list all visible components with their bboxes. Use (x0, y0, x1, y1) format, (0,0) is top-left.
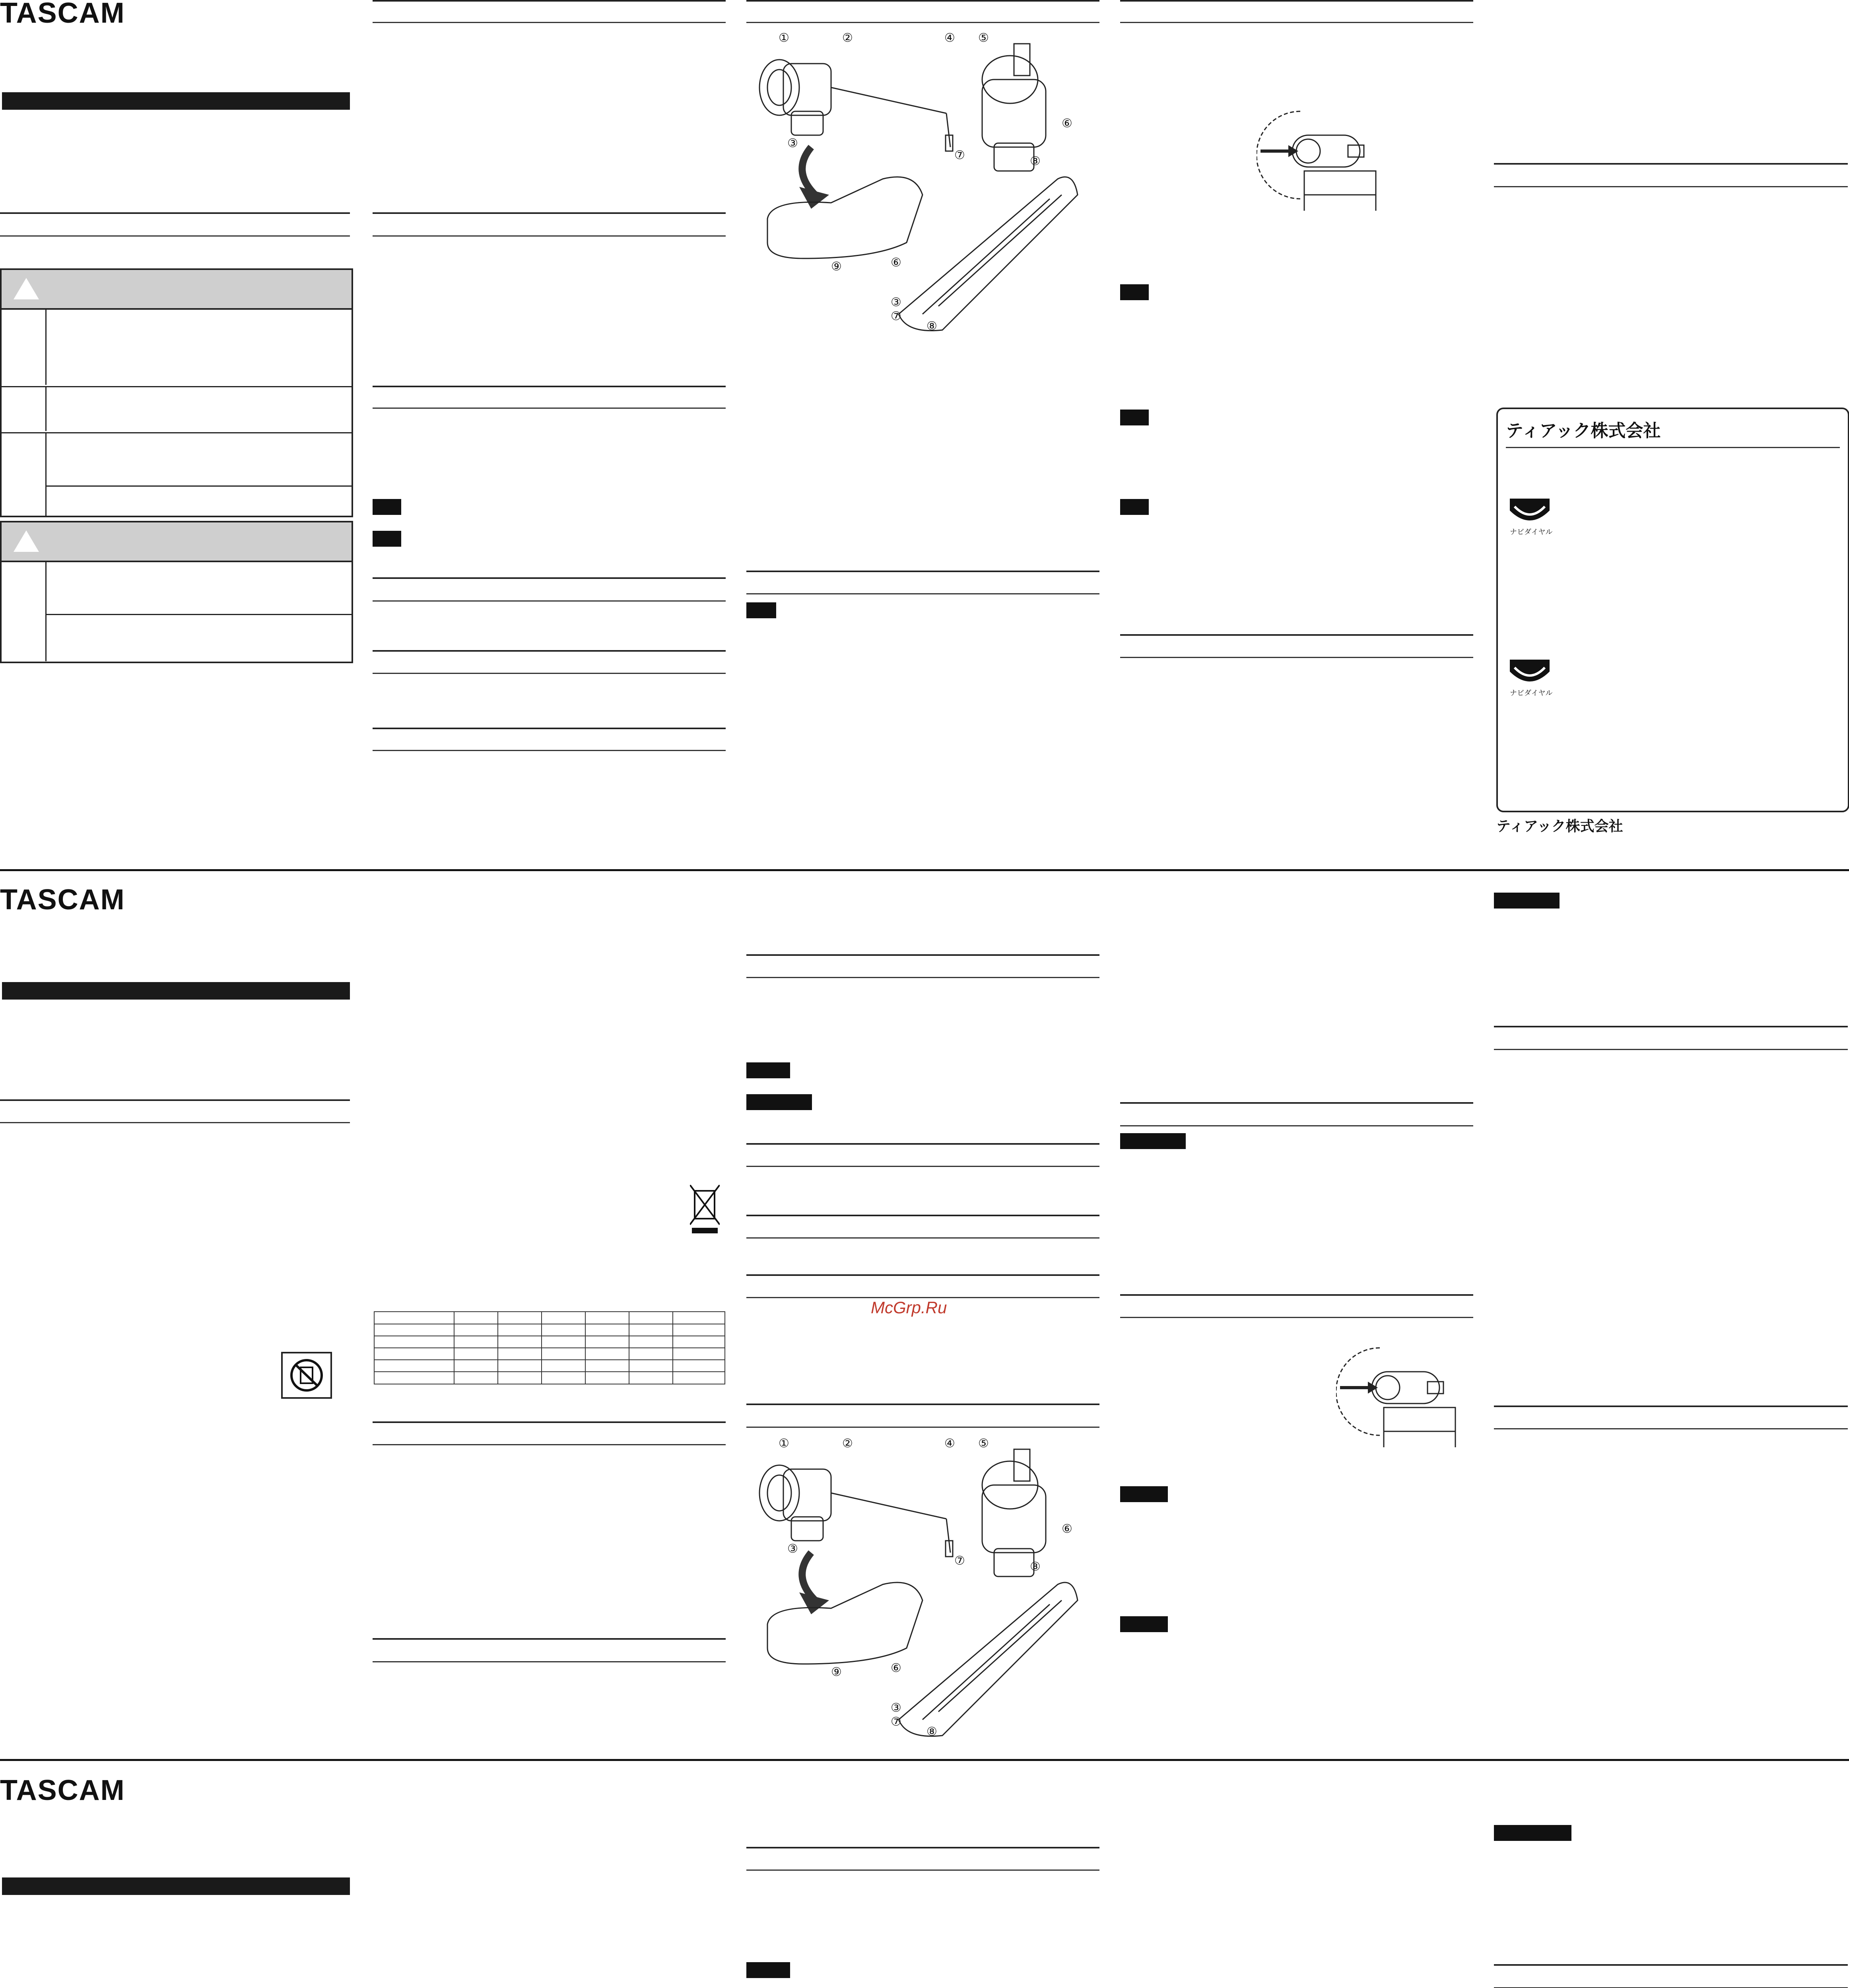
svg-text:③: ③ (787, 1542, 798, 1556)
rule (373, 728, 726, 729)
rule (0, 1122, 350, 1123)
svg-text:④: ④ (944, 1437, 955, 1450)
label-6: ⑥ (1062, 116, 1072, 130)
title-bar (2, 982, 350, 1000)
warning-header (2, 270, 352, 310)
tascam-logo: TASCAM (0, 0, 125, 29)
label-8b: ⑧ (926, 319, 937, 333)
rule (746, 1274, 1099, 1276)
rule (746, 977, 1099, 978)
note-tag (373, 531, 401, 547)
rule (746, 1215, 1099, 1216)
note-tag (1120, 499, 1149, 515)
rule (1120, 1294, 1473, 1296)
svg-text:⑧: ⑧ (1030, 1560, 1041, 1574)
rule (1494, 1964, 1848, 1966)
caution-subrow (45, 614, 352, 659)
rule (746, 1427, 1099, 1428)
svg-text:⑥: ⑥ (891, 1661, 901, 1675)
svg-text:⑦: ⑦ (954, 1554, 965, 1568)
rule (746, 22, 1099, 23)
rule (373, 22, 726, 23)
rule (1494, 1406, 1848, 1407)
svg-text:③: ③ (891, 1701, 901, 1715)
spec-table (374, 1311, 725, 1384)
note-tag (1120, 284, 1149, 300)
rule (1120, 634, 1473, 636)
caution-header (2, 522, 352, 562)
rule (1120, 657, 1473, 658)
company-contact-box (1496, 408, 1849, 812)
note-tag (1120, 1616, 1168, 1632)
rule (1120, 0, 1473, 2)
company-footer-name: ティアック株式会社 (1496, 818, 1623, 835)
rule (373, 1421, 726, 1423)
note-tag (746, 602, 776, 618)
label-3b: ③ (891, 295, 901, 309)
rule (373, 408, 726, 409)
rule (0, 235, 350, 237)
warning-subrow (45, 485, 352, 514)
svg-text:ナビダイヤル: ナビダイヤル (1510, 689, 1553, 697)
label-1: ① (779, 31, 789, 45)
rule (1494, 1049, 1848, 1050)
rule (746, 1166, 1099, 1167)
rule (746, 1847, 1099, 1848)
watermark: McGrp.Ru (871, 1298, 947, 1317)
rule (1120, 1317, 1473, 1318)
svg-text:⑦: ⑦ (891, 1715, 901, 1729)
section-divider (0, 1759, 1849, 1761)
mic-cable (831, 87, 946, 113)
rule (0, 1099, 350, 1101)
note-tag (1494, 1825, 1571, 1841)
navi-dial-icon (1506, 656, 1554, 699)
mic-body-right (982, 80, 1046, 147)
label-4: ④ (944, 31, 955, 45)
weee-bin-icon (690, 1185, 720, 1235)
section-divider (0, 869, 1849, 871)
rule (373, 577, 726, 579)
svg-text:⑤: ⑤ (978, 1437, 989, 1450)
rule (373, 600, 726, 602)
note-tag (746, 1094, 812, 1110)
label-8: ⑧ (1030, 154, 1041, 168)
label-3: ③ (787, 136, 798, 150)
svg-text:②: ② (842, 1437, 853, 1450)
svg-text:①: ① (779, 1437, 789, 1450)
note-tag (746, 1062, 790, 1078)
rule (373, 0, 726, 2)
no-disassembly-icon (281, 1352, 332, 1399)
rule (746, 1870, 1099, 1871)
mount-rotation-figure (1257, 99, 1392, 219)
note-tag (1120, 410, 1149, 425)
base-left (767, 177, 923, 258)
mount-rotation-figure (1336, 1336, 1471, 1455)
rule (1120, 22, 1473, 23)
rule (373, 750, 726, 751)
rule (1494, 163, 1848, 165)
mic-body-left (783, 64, 831, 115)
svg-text:⑧: ⑧ (926, 1725, 937, 1739)
warning-triangle-icon (14, 278, 39, 299)
label-7b: ⑦ (891, 309, 901, 323)
caution-triangle-icon (14, 530, 39, 552)
rule (373, 386, 726, 387)
rule (746, 593, 1099, 594)
label-5: ⑤ (978, 31, 989, 45)
microphone-assembly-figure (756, 28, 1105, 334)
label-2: ② (842, 31, 853, 45)
label-6b: ⑥ (891, 256, 901, 270)
rule (746, 0, 1099, 2)
rule (373, 650, 726, 652)
caution-box (0, 521, 353, 663)
label-9: ⑨ (831, 260, 842, 274)
note-tag (1120, 1133, 1186, 1149)
rule (0, 212, 350, 214)
svg-text:⑨: ⑨ (831, 1665, 842, 1679)
note-tag (1494, 893, 1560, 909)
rule (1120, 1125, 1473, 1126)
tascam-logo: TASCAM (0, 884, 125, 916)
rule (373, 212, 726, 214)
rule (373, 235, 726, 237)
arrow (802, 147, 815, 195)
company-name: ティアック株式会社 (1506, 421, 1661, 441)
rule (1506, 447, 1840, 448)
mic-capsule-left (759, 60, 799, 115)
warning-row (2, 386, 352, 431)
note-tag (1120, 1486, 1168, 1502)
microphone-assembly-figure (756, 1433, 1105, 1740)
base-right (899, 177, 1078, 331)
rule (746, 1237, 1099, 1239)
rule (373, 1661, 726, 1662)
warning-box (0, 268, 353, 517)
title-bar (2, 92, 350, 110)
rule (1494, 186, 1848, 187)
rule (746, 1404, 1099, 1405)
rule (746, 1143, 1099, 1145)
rule (1494, 1026, 1848, 1027)
title-bar (2, 1877, 350, 1895)
svg-text:⑥: ⑥ (1062, 1522, 1072, 1536)
note-tag (746, 1962, 790, 1978)
svg-text:ナビダイヤル: ナビダイヤル (1510, 528, 1553, 536)
rule (746, 954, 1099, 956)
navi-dial-icon (1506, 495, 1554, 538)
warning-row (2, 308, 352, 385)
rule (373, 1444, 726, 1445)
rule (373, 1638, 726, 1640)
rule (1120, 1102, 1473, 1104)
tascam-logo: TASCAM (0, 1774, 125, 1806)
rule (373, 673, 726, 674)
rule (1494, 1428, 1848, 1429)
rule (746, 571, 1099, 572)
label-7: ⑦ (954, 148, 965, 162)
note-tag (373, 499, 401, 515)
